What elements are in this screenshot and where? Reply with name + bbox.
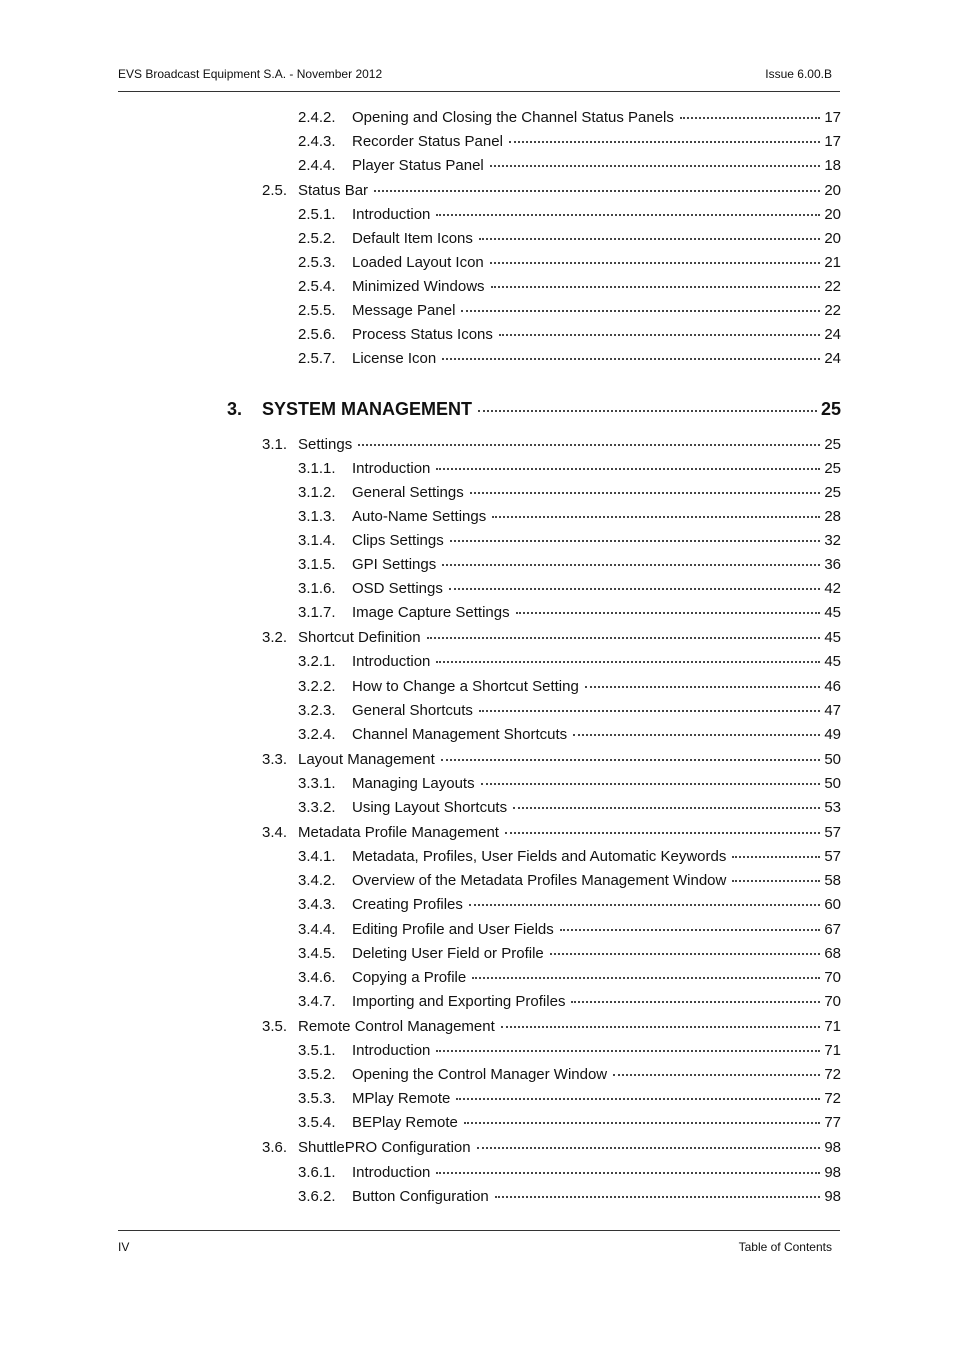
toc-subsection-entry[interactable] <box>298 725 841 745</box>
toc-leader-dots <box>442 358 820 360</box>
toc-chapter-entry[interactable] <box>227 397 841 421</box>
toc-entry-page: 25 <box>824 484 841 501</box>
footer-section-title: Table of Contents <box>738 1240 832 1254</box>
toc-entry-page: 25 <box>824 436 841 453</box>
toc-section-entry[interactable] <box>262 435 841 455</box>
toc-entry-page: 98 <box>824 1139 841 1156</box>
toc-entry-number: 3.4.3. <box>298 896 336 913</box>
toc-leader-dots <box>513 807 820 809</box>
toc-entry-title: Metadata Profile Management <box>298 823 503 843</box>
toc-entry-page: 70 <box>824 993 841 1010</box>
toc-entry-title: Default Item Icons <box>352 229 477 249</box>
toc-entry-title: General Shortcuts <box>352 701 477 721</box>
toc-subsection-entry[interactable] <box>298 132 841 152</box>
toc-leader-dots <box>464 1122 820 1124</box>
toc-entry-title: BEPlay Remote <box>352 1113 462 1133</box>
toc-leader-dots <box>571 1001 820 1003</box>
toc-leader-dots <box>478 410 817 412</box>
toc-entry-title: Deleting User Field or Profile <box>352 944 548 964</box>
toc-leader-dots <box>436 468 820 470</box>
toc-entry-title: Player Status Panel <box>352 156 488 176</box>
toc-entry-number: 3.1.3. <box>298 508 336 525</box>
toc-entry-number: 2.5. <box>262 182 288 199</box>
toc-leader-dots <box>469 904 820 906</box>
toc-entry-title: Editing Profile and User Fields <box>352 920 558 940</box>
toc-section-entry[interactable] <box>262 181 841 201</box>
toc-entry-page: 21 <box>824 254 841 271</box>
toc-entry-title: Metadata, Profiles, User Fields and Automatic Keywords <box>352 847 730 867</box>
toc-subsection-entry[interactable] <box>298 1163 841 1183</box>
toc-entry-title: GPI Settings <box>352 555 440 575</box>
toc-entry-number: 3.4. <box>262 824 288 841</box>
toc-entry-title: Settings <box>298 435 356 455</box>
toc-subsection-entry[interactable] <box>298 944 841 964</box>
toc-entry-page: 17 <box>824 133 841 150</box>
toc-leader-dots <box>516 612 820 614</box>
toc-subsection-entry[interactable] <box>298 531 841 551</box>
toc-entry-number: 2.5.4. <box>298 278 336 295</box>
toc-entry-title: Status Bar <box>298 181 372 201</box>
toc-entry-number: 3.3.1. <box>298 775 336 792</box>
toc-entry-page: 98 <box>824 1164 841 1181</box>
toc-entry-number: 2.4.4. <box>298 157 336 174</box>
toc-entry-page: 24 <box>824 326 841 343</box>
toc-entry-number: 3.1.5. <box>298 556 336 573</box>
toc-entry-title: Recorder Status Panel <box>352 132 507 152</box>
toc-entry-title: Opening the Control Manager Window <box>352 1065 611 1085</box>
toc-entry-page: 45 <box>824 653 841 670</box>
toc-leader-dots <box>358 444 820 446</box>
toc-leader-dots <box>509 141 820 143</box>
toc-entry-title: Introduction <box>352 1163 434 1183</box>
header-company-date: EVS Broadcast Equipment S.A. - November 2012 <box>118 67 383 81</box>
toc-entry-page: 50 <box>824 751 841 768</box>
toc-entry-number: 3.6.1. <box>298 1164 336 1181</box>
toc-entry-title: Process Status Icons <box>352 325 497 345</box>
toc-entry-page: 24 <box>824 350 841 367</box>
toc-entry-page: 50 <box>824 775 841 792</box>
toc-entry-number: 2.5.2. <box>298 230 336 247</box>
toc-entry-page: 22 <box>824 278 841 295</box>
toc-leader-dots <box>436 1172 820 1174</box>
toc-leader-dots <box>560 929 820 931</box>
toc-section-entry[interactable] <box>262 1138 841 1158</box>
toc-leader-dots <box>441 759 820 761</box>
toc-entry-number: 3.5.4. <box>298 1114 336 1131</box>
toc-subsection-entry[interactable] <box>298 968 841 988</box>
toc-entry-title: Shortcut Definition <box>298 628 425 648</box>
toc-subsection-entry[interactable] <box>298 229 841 249</box>
toc-subsection-entry[interactable] <box>298 579 841 599</box>
toc-subsection-entry[interactable] <box>298 156 841 176</box>
toc-entry-title: Introduction <box>352 459 434 479</box>
toc-entry-title: Auto-Name Settings <box>352 507 490 527</box>
toc-entry-page: 45 <box>824 604 841 621</box>
toc-entry-page: 22 <box>824 302 841 319</box>
toc-leader-dots <box>585 686 820 688</box>
toc-entry-title: ShuttlePRO Configuration <box>298 1138 475 1158</box>
toc-subsection-entry[interactable] <box>298 895 841 915</box>
toc-subsection-entry[interactable] <box>298 1065 841 1085</box>
toc-entry-number: 2.4.2. <box>298 109 336 126</box>
toc-subsection-entry[interactable] <box>298 652 841 672</box>
toc-entry-number: 3.5.1. <box>298 1042 336 1059</box>
toc-entry-number: 3.1.4. <box>298 532 336 549</box>
toc-subsection-entry[interactable] <box>298 1089 841 1109</box>
toc-entry-title: Layout Management <box>298 750 439 770</box>
footer-page-number: IV <box>118 1240 130 1254</box>
toc-entry-number: 3.6.2. <box>298 1188 336 1205</box>
toc-leader-dots <box>492 516 820 518</box>
toc-entry-title: SYSTEM MANAGEMENT <box>262 397 476 421</box>
toc-subsection-entry[interactable] <box>298 677 841 697</box>
toc-leader-dots <box>501 1026 820 1028</box>
toc-entry-page: 36 <box>824 556 841 573</box>
toc-leader-dots <box>472 977 820 979</box>
toc-entry-number: 2.5.5. <box>298 302 336 319</box>
toc-section-entry[interactable] <box>262 628 841 648</box>
toc-entry-page: 25 <box>824 460 841 477</box>
toc-subsection-entry[interactable] <box>298 920 841 940</box>
toc-entry-title: Image Capture Settings <box>352 603 514 623</box>
toc-subsection-entry[interactable] <box>298 459 841 479</box>
toc-entry-title: How to Change a Shortcut Setting <box>352 677 583 697</box>
toc-entry-page: 71 <box>824 1018 841 1035</box>
toc-entry-page: 72 <box>824 1066 841 1083</box>
toc-entry-title: Introduction <box>352 1041 434 1061</box>
toc-leader-dots <box>470 492 820 494</box>
toc-entry-number: 2.5.6. <box>298 326 336 343</box>
toc-section-entry[interactable] <box>262 750 841 770</box>
toc-entry-page: 71 <box>824 1042 841 1059</box>
toc-entry-title: General Settings <box>352 483 468 503</box>
toc-entry-number: 3.2. <box>262 629 288 646</box>
toc-entry-title: Introduction <box>352 205 434 225</box>
toc-entry-number: 3.2.4. <box>298 726 336 743</box>
toc-entry-number: 3.4.6. <box>298 969 336 986</box>
toc-entry-page: 57 <box>824 848 841 865</box>
toc-entry-number: 3. <box>227 399 243 419</box>
toc-leader-dots <box>449 588 820 590</box>
toc-leader-dots <box>490 262 820 264</box>
toc-entry-number: 3.2.1. <box>298 653 336 670</box>
header-issue: Issue 6.00.B <box>765 67 832 81</box>
toc-entry-number: 3.1.6. <box>298 580 336 597</box>
toc-entry-page: 53 <box>824 799 841 816</box>
toc-leader-dots <box>491 286 820 288</box>
toc-entry-number: 3.2.2. <box>298 678 336 695</box>
toc-leader-dots <box>613 1074 820 1076</box>
toc-entry-number: 3.5.2. <box>298 1066 336 1083</box>
toc-section-entry[interactable] <box>262 823 841 843</box>
toc-entry-page: 67 <box>824 921 841 938</box>
toc-leader-dots <box>505 832 820 834</box>
toc-subsection-entry[interactable] <box>298 847 841 867</box>
toc-subsection-entry[interactable] <box>298 1187 841 1207</box>
toc-entry-number: 2.5.1. <box>298 206 336 223</box>
toc-entry-number: 3.1.2. <box>298 484 336 501</box>
toc-entry-title: Using Layout Shortcuts <box>352 798 511 818</box>
toc-entry-page: 20 <box>824 206 841 223</box>
toc-leader-dots <box>442 564 820 566</box>
toc-entry-number: 3.3.2. <box>298 799 336 816</box>
toc-entry-title: MPlay Remote <box>352 1089 454 1109</box>
toc-entry-title: Introduction <box>352 652 434 672</box>
toc-entry-page: 25 <box>820 399 841 419</box>
toc-entry-number: 2.5.7. <box>298 350 336 367</box>
toc-section-entry[interactable] <box>262 1017 841 1037</box>
toc-entry-title: License Icon <box>352 349 440 369</box>
toc-entry-title: Clips Settings <box>352 531 448 551</box>
toc-entry-number: 3.1. <box>262 436 288 453</box>
toc-entry-page: 18 <box>824 157 841 174</box>
toc-subsection-entry[interactable] <box>298 205 841 225</box>
toc-leader-dots <box>499 334 820 336</box>
toc-entry-page: 28 <box>824 508 841 525</box>
toc-leader-dots <box>732 856 820 858</box>
toc-subsection-entry[interactable] <box>298 301 841 321</box>
toc-subsection-entry[interactable] <box>298 992 841 1012</box>
toc-leader-dots <box>550 953 820 955</box>
toc-subsection-entry[interactable] <box>298 349 841 369</box>
toc-leader-dots <box>436 1050 820 1052</box>
toc-subsection-entry[interactable] <box>298 701 841 721</box>
toc-entry-title: Channel Management Shortcuts <box>352 725 571 745</box>
page-footer <box>118 1230 840 1254</box>
toc-subsection-entry[interactable] <box>298 1041 841 1061</box>
toc-entry-number: 3.5. <box>262 1018 288 1035</box>
toc-subsection-entry[interactable] <box>298 774 841 794</box>
toc-entry-number: 3.5.3. <box>298 1090 336 1107</box>
toc-leader-dots <box>490 165 820 167</box>
toc-entry-page: 20 <box>824 230 841 247</box>
toc-entry-title: Remote Control Management <box>298 1017 499 1037</box>
toc-entry-page: 70 <box>824 969 841 986</box>
toc-leader-dots <box>479 238 820 240</box>
toc-entry-number: 3.4.4. <box>298 921 336 938</box>
toc-entry-page: 58 <box>824 872 841 889</box>
toc-subsection-entry[interactable] <box>298 483 841 503</box>
toc-entry-page: 42 <box>824 580 841 597</box>
toc-leader-dots <box>374 190 820 192</box>
toc-entry-page: 72 <box>824 1090 841 1107</box>
toc-entry-number: 3.4.7. <box>298 993 336 1010</box>
toc-subsection-entry[interactable] <box>298 108 841 128</box>
toc-entry-number: 3.3. <box>262 751 288 768</box>
toc-entry-page: 47 <box>824 702 841 719</box>
toc-subsection-entry[interactable] <box>298 507 841 527</box>
toc-leader-dots <box>477 1147 820 1149</box>
toc-entry-title: Minimized Windows <box>352 277 489 297</box>
toc-entry-title: Copying a Profile <box>352 968 470 988</box>
toc-entry-title: Opening and Closing the Channel Status Panels <box>352 108 678 128</box>
toc-entry-page: 60 <box>824 896 841 913</box>
toc-leader-dots <box>481 783 820 785</box>
toc-subsection-entry[interactable] <box>298 1113 841 1133</box>
toc-leader-dots <box>450 540 820 542</box>
toc-subsection-entry[interactable] <box>298 253 841 273</box>
toc-leader-dots <box>461 310 820 312</box>
toc-entry-title: Creating Profiles <box>352 895 467 915</box>
toc-leader-dots <box>573 734 820 736</box>
toc-entry-number: 2.4.3. <box>298 133 336 150</box>
toc-entry-number: 2.5.3. <box>298 254 336 271</box>
toc-leader-dots <box>732 880 820 882</box>
toc-entry-title: Overview of the Metadata Profiles Management Window <box>352 871 730 891</box>
toc-entry-page: 46 <box>824 678 841 695</box>
toc-entry-page: 57 <box>824 824 841 841</box>
toc-entry-page: 98 <box>824 1188 841 1205</box>
toc-leader-dots <box>495 1196 820 1198</box>
toc-leader-dots <box>456 1098 820 1100</box>
toc-entry-number: 3.1.1. <box>298 460 336 477</box>
toc-subsection-entry[interactable] <box>298 603 841 623</box>
toc-subsection-entry[interactable] <box>298 555 841 575</box>
toc-entry-title: OSD Settings <box>352 579 447 599</box>
toc-entry-number: 3.4.1. <box>298 848 336 865</box>
toc-subsection-entry[interactable] <box>298 277 841 297</box>
toc-leader-dots <box>427 637 820 639</box>
toc-entry-number: 3.2.3. <box>298 702 336 719</box>
toc-subsection-entry[interactable] <box>298 871 841 891</box>
toc-entry-page: 68 <box>824 945 841 962</box>
toc-entry-title: Loaded Layout Icon <box>352 253 488 273</box>
toc-entry-number: 3.6. <box>262 1139 288 1156</box>
page-header <box>118 66 840 92</box>
toc-subsection-entry[interactable] <box>298 798 841 818</box>
toc-entry-title: Button Configuration <box>352 1187 493 1207</box>
toc-entry-page: 49 <box>824 726 841 743</box>
toc-subsection-entry[interactable] <box>298 325 841 345</box>
toc-leader-dots <box>680 117 820 119</box>
toc-entry-page: 32 <box>824 532 841 549</box>
toc-leader-dots <box>436 661 820 663</box>
toc-entry-number: 3.1.7. <box>298 604 336 621</box>
toc-entry-page: 20 <box>824 182 841 199</box>
toc-entry-title: Importing and Exporting Profiles <box>352 992 569 1012</box>
toc-entry-number: 3.4.2. <box>298 872 336 889</box>
toc-entry-number: 3.4.5. <box>298 945 336 962</box>
toc-entry-title: Message Panel <box>352 301 459 321</box>
toc-leader-dots <box>436 214 820 216</box>
toc-entry-title: Managing Layouts <box>352 774 479 794</box>
toc-entry-page: 77 <box>824 1114 841 1131</box>
toc-entry-page: 17 <box>824 109 841 126</box>
toc-entry-page: 45 <box>824 629 841 646</box>
toc-leader-dots <box>479 710 820 712</box>
